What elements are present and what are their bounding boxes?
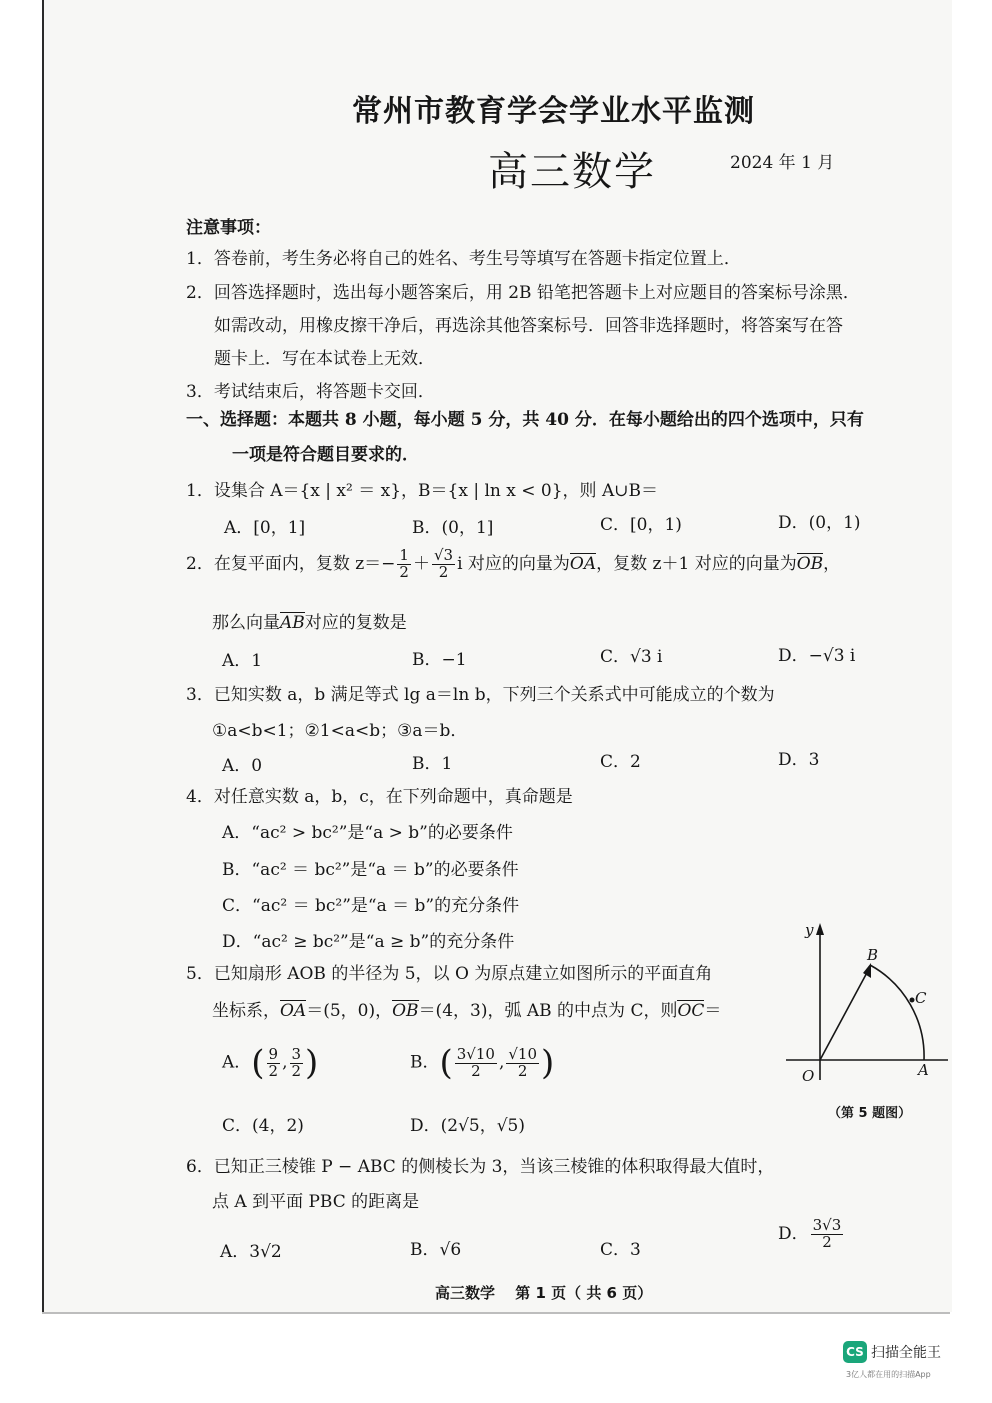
q2-option-b: B．−1	[412, 650, 467, 670]
q5-option-b-d2: 2	[517, 1061, 528, 1080]
q5-option-b-lparen: (	[439, 1043, 453, 1083]
q6-option-d-label: D．	[778, 1223, 809, 1244]
scanner-app-name: 扫描全能王	[871, 1345, 941, 1361]
q2-option-d: D．−√3 i	[778, 646, 856, 666]
q2-stem-end: ，	[823, 553, 841, 574]
y-axis-arrow	[816, 923, 824, 935]
q6-stem-line1: 6．已知正三棱锥 P − ABC 的侧棱长为 3，当该三棱锥的体积取得最大值时，	[186, 1157, 775, 1177]
q5-option-b-frac2	[506, 1044, 539, 1080]
q5-option-a-frac1	[267, 1044, 281, 1080]
q5-option-b-n2: √10	[508, 1044, 538, 1063]
q6-option-d	[778, 1218, 845, 1251]
q5-option-b-frac1	[455, 1044, 497, 1080]
point-c-label: C	[915, 989, 927, 1007]
q4-option-c: C．“ac² ＝ bc²”是“a ＝ b”的充分条件	[222, 896, 520, 916]
q4-option-b: B．“ac² ＝ bc²”是“a ＝ b”的必要条件	[222, 860, 519, 880]
q3-stem: 3．已知实数 a，b 满足等式 lg a＝ln b，下列三个关系式中可能成立的个数为	[186, 685, 775, 705]
q6-option-d-den: 2	[822, 1232, 832, 1251]
q5-option-a-rparen: )	[305, 1043, 319, 1083]
q5-stem2-b: ＝(4，3)，弧 AB 的中点为 C，则	[418, 1001, 678, 1021]
q2-frac2-num: √3	[433, 546, 454, 564]
q2-stem-line2	[212, 608, 407, 633]
q3-option-d: D．3	[778, 750, 820, 770]
q6-option-c: C．3	[600, 1240, 641, 1260]
q5-stem-line2	[212, 996, 721, 1021]
q2-line2-post: 对应的复数是	[304, 613, 407, 633]
q5-vector-ob: OB	[392, 1001, 419, 1021]
q5-stem2-pre: 坐标系，	[212, 1001, 280, 1021]
q5-vector-oa: OA	[280, 1001, 307, 1021]
q6-option-a: A．3√2	[220, 1242, 282, 1262]
q2-option-a: A．1	[222, 651, 263, 671]
origin-label: O	[802, 1067, 815, 1085]
notice-item-3: 3．考试结束后，将答题卡交回．	[186, 382, 435, 402]
notice-heading: 注意事项：	[186, 218, 271, 238]
q2-frac1-den: 2	[399, 562, 409, 581]
q1-option-b: B．(0，1]	[412, 518, 494, 538]
q5-stem-line1: 5．已知扇形 AOB 的半径为 5，以 O 为原点建立如图所示的平面直角	[186, 964, 713, 984]
q5-option-a-n2: 3	[291, 1044, 302, 1063]
q6-stem-line2: 点 A 到平面 PBC 的距离是	[212, 1192, 420, 1212]
q5-stem2-end: ＝	[704, 1001, 722, 1021]
q3-conditions: ①a<b<1；②1<a<b；③a＝b．	[212, 721, 468, 741]
q2-frac2-den: 2	[438, 562, 449, 581]
q2-frac1-num: 1	[399, 546, 409, 564]
arc-ab	[870, 965, 924, 1060]
q5-option-a-label: A．	[222, 1052, 252, 1073]
q5-option-a-lparen: (	[251, 1043, 265, 1083]
radius-ob-arrow	[863, 963, 871, 978]
q3-option-a: A．0	[222, 756, 263, 776]
q2-plus: ＋	[412, 553, 430, 574]
q6-option-d-num: 3√3	[812, 1216, 842, 1234]
q5-option-a-n1: 9	[268, 1044, 279, 1063]
scanner-tagline: 3亿人都在用的扫描App	[846, 1370, 931, 1379]
q4-option-a: A．“ac² > bc²”是“a > b”的必要条件	[222, 823, 513, 843]
q2-vector-oa: OA	[569, 553, 597, 574]
q4-stem: 4．对任意实数 a，b，c，在下列命题中，真命题是	[186, 787, 573, 807]
section-heading-cont: 一项是符合题目要求的．	[232, 445, 419, 465]
q5-option-b-d1: 2	[471, 1061, 481, 1080]
q5-option-a-d2: 2	[291, 1061, 302, 1080]
q6-option-b: B．√6	[410, 1240, 462, 1260]
figure-caption: （第 5 题图）	[828, 1106, 912, 1120]
q2-vector-ob: OB	[796, 553, 824, 574]
q2-option-c: C．√3 i	[600, 647, 663, 667]
q5-option-b: B．( $\frac{3√10}{2}$ , $\frac{√10}{2}$ )	[410, 1043, 555, 1083]
q2-stem-mid: i 对应的向量为	[457, 553, 570, 574]
exam-title: 常州市教育学会学业水平监测	[352, 94, 755, 129]
point-c	[910, 998, 915, 1003]
q2-stem-mid2: ，复数 z＋1 对应的向量为	[596, 553, 797, 574]
point-b-label: B	[867, 946, 879, 964]
q1-option-c: C．[0，1)	[600, 515, 682, 535]
q1-stem: 1．设集合 A＝{x | x² ＝ x}，B＝{x | ln x < 0}，则 A∪B＝	[186, 481, 658, 501]
q3-option-b: B．1	[412, 754, 453, 774]
q2-line2-pre: 那么向量	[212, 613, 280, 633]
q5-sector-figure	[780, 915, 950, 1120]
q5-option-a-frac2	[290, 1044, 304, 1080]
q5-option-d: D．(2√5，√5)	[410, 1116, 526, 1136]
q5-option-b-label: B．	[410, 1052, 440, 1073]
page-footer: 高三数学 第 1 页（ 共 6 页）	[435, 1284, 653, 1302]
notice-item-2-cont: 如需改动，用橡皮擦干净后，再选涂其他答案标号．回答非选择题时，将答案写在答	[214, 316, 843, 336]
q5-option-b-rparen: )	[541, 1043, 555, 1083]
q1-option-d: D．(0，1)	[778, 513, 861, 533]
q5-vector-oc: OC	[677, 1001, 705, 1021]
q6-option-d-frac	[811, 1218, 844, 1251]
q2-vector-ab: AB	[280, 613, 305, 633]
notice-item-2: 2．回答选择题时，选出每小题答案后，用 2B 铅笔把答题卡上对应题目的答案标号涂黑．	[186, 283, 860, 303]
exam-subject: 高三数学	[488, 149, 656, 195]
q4-option-d: D．“ac² ≥ bc²”是“a ≥ b”的充分条件	[222, 932, 515, 952]
notice-item-1: 1．答卷前，考生务必将自己的姓名、考生号等填写在答题卡指定位置上．	[186, 249, 741, 269]
radius-ob	[820, 967, 870, 1060]
point-a-label: A	[918, 1061, 929, 1079]
section-heading: 一、选择题：本题共 8 小题，每小题 5 分，共 40 分．在每小题给出的四个选项中，只有	[186, 410, 864, 430]
q5-option-a-d1: 2	[268, 1061, 279, 1080]
q3-option-c: C．2	[600, 752, 641, 772]
q1-option-a: A．[0，1]	[224, 518, 306, 538]
q5-option-c: C．(4，2)	[222, 1116, 304, 1136]
q2-frac1	[397, 548, 411, 581]
q5-stem2-a: ＝(5，0)，	[306, 1001, 393, 1021]
q2-frac2	[432, 548, 455, 581]
camscanner-logo: CS	[843, 1341, 867, 1363]
q2-stem-pre: 2．在复平面内，复数 z＝−	[186, 553, 396, 574]
q5-option-a: A．( $\frac{9}{2}$ , $\frac{3}{2}$ )	[222, 1043, 319, 1083]
q5-option-b-n1: 3√10	[456, 1044, 495, 1063]
notice-item-2-cont2: 题卡上．写在本试卷上无效．	[214, 349, 435, 369]
q2-stem	[186, 548, 840, 581]
exam-date: 2024 年 1 月	[730, 153, 835, 173]
paper-edge	[42, 1312, 950, 1314]
y-axis-label: y	[805, 921, 814, 939]
